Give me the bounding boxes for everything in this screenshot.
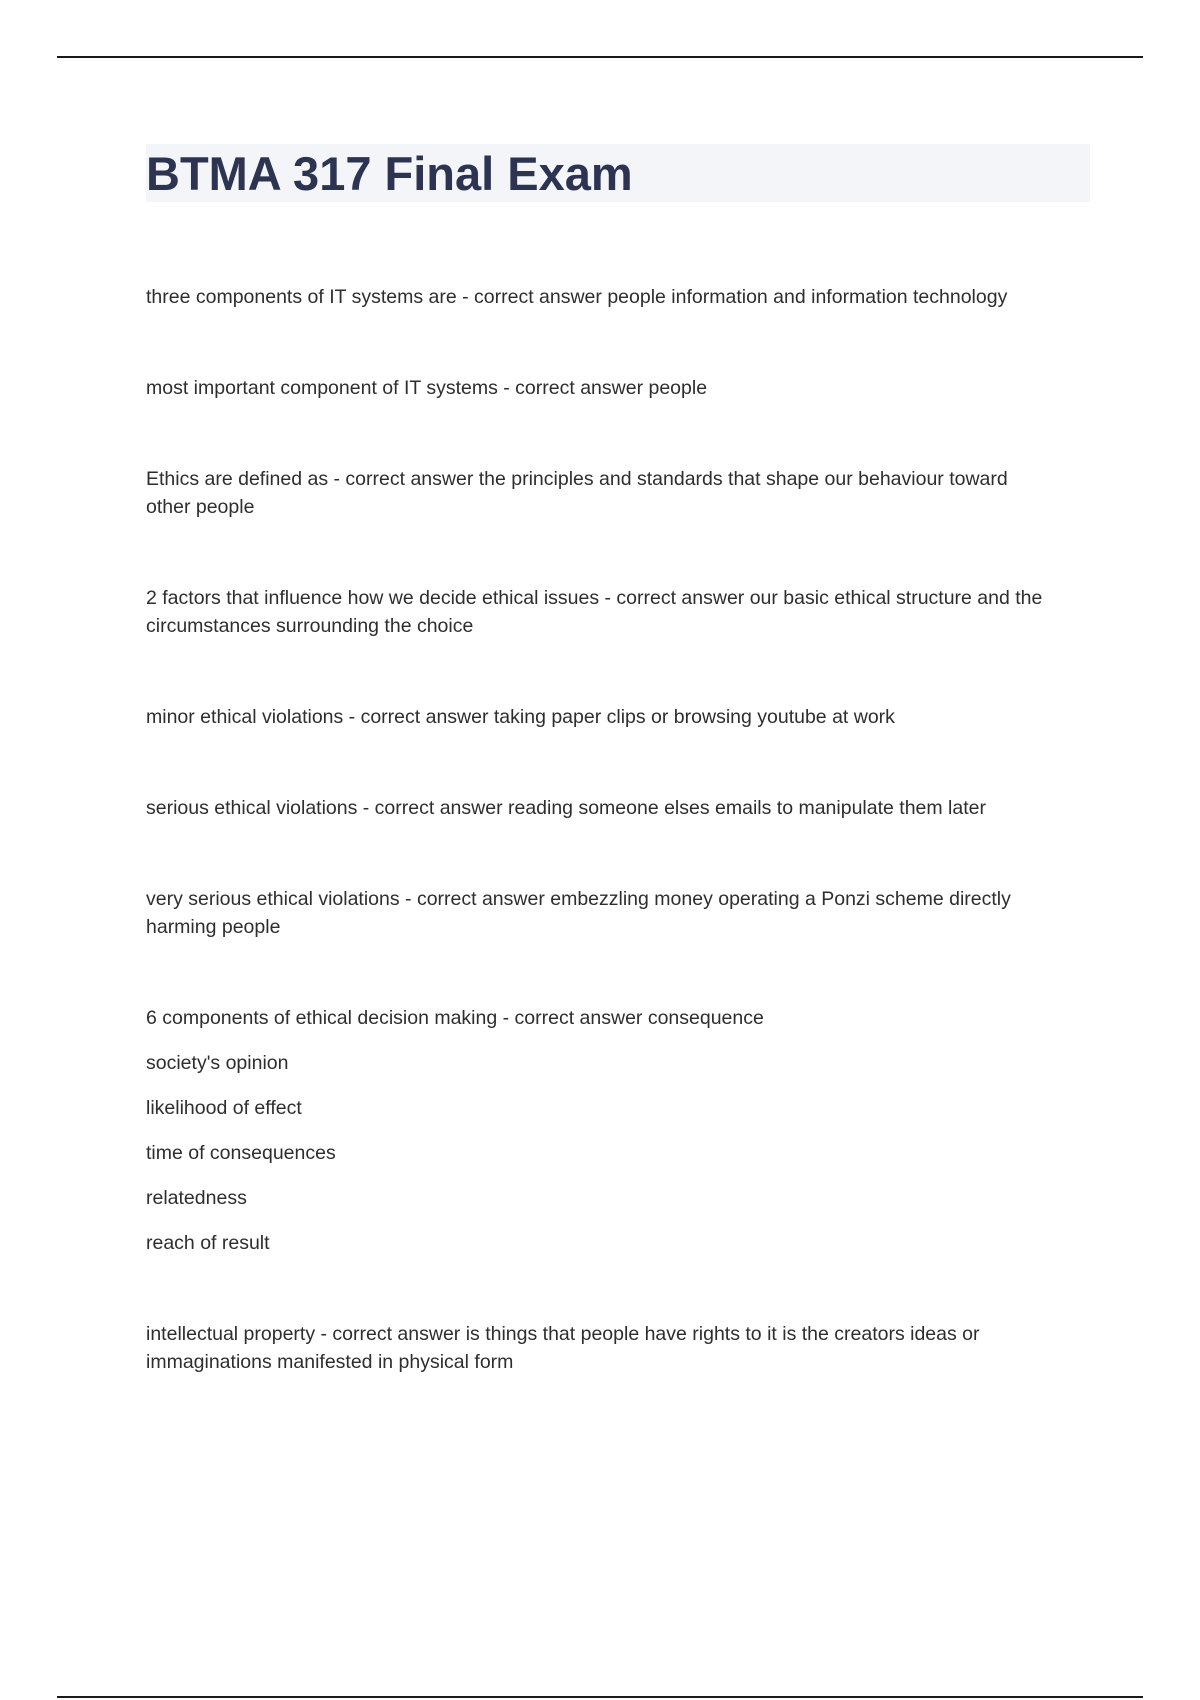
ethical-components-list <box>146 1049 1090 1257</box>
list-item: time of consequences <box>146 1142 336 1164</box>
qa-item: three components of IT systems are - correct answer people information and information technology <box>146 286 1008 308</box>
qa-item-final: intellectual property - correct answer is things that people have rights to it is the creators ideas or immaginations manifested in physical form <box>146 1323 980 1373</box>
qa-item: very serious ethical violations - correct answer embezzling money operating a Ponzi scheme directly harming people <box>146 888 1011 938</box>
qa-list <box>146 283 1090 1032</box>
bottom-divider <box>57 1696 1143 1698</box>
qa-item: most important component of IT systems - correct answer people <box>146 377 708 399</box>
list-item: society's opinion <box>146 1052 289 1074</box>
qa-item: minor ethical violations - correct answer taking paper clips or browsing youtube at work <box>146 706 895 728</box>
top-divider <box>57 56 1143 58</box>
qa-item: 6 components of ethical decision making - correct answer consequence <box>146 1007 764 1029</box>
qa-item: 2 factors that influence how we decide ethical issues - correct answer our basic ethical structure and the circumstances surrounding the choice <box>146 587 1043 637</box>
list-item: reach of result <box>146 1232 270 1254</box>
qa-item: Ethics are defined as - correct answer the principles and standards that shape our behaviour toward other people <box>146 468 1008 518</box>
qa-item: serious ethical violations - correct answer reading someone elses emails to manipulate them later <box>146 797 986 819</box>
list-item: likelihood of effect <box>146 1097 302 1119</box>
list-item: relatedness <box>146 1187 247 1209</box>
title-band <box>146 144 1090 202</box>
page-title: BTMA 317 Final Exam <box>146 146 633 200</box>
document-body <box>146 144 1090 1439</box>
